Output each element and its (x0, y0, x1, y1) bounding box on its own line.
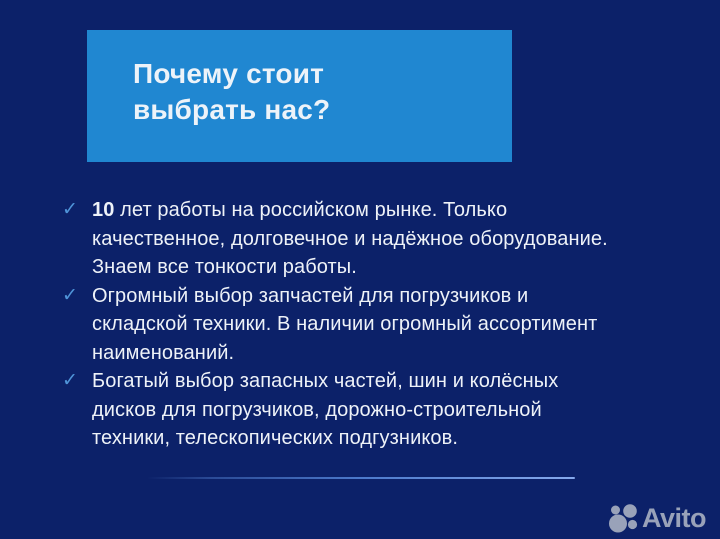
list-item (62, 367, 670, 453)
bullet-line: 10 лет работы на российском рынке. Только (92, 199, 508, 221)
bullet-line: наименований. (92, 341, 235, 364)
slide-title (133, 56, 330, 128)
avito-dot-small-top-left (611, 506, 620, 515)
bullet-line: Огромный выбор запчастей для погрузчиков и (92, 284, 529, 307)
slide-title-line: выбрать нас? (133, 94, 331, 125)
bullet-text (92, 282, 670, 368)
bullet-line: Знаем все тонкости работы. (92, 256, 357, 278)
bullet-line: складской техники. В наличии огромный ассортимент (92, 313, 598, 335)
avito-dot-large-bottom-left (609, 515, 627, 533)
bullet-text (92, 196, 670, 282)
checkmark-icon: ✓ (62, 199, 78, 220)
list-item (62, 196, 670, 282)
list-item (62, 282, 670, 368)
checkmark-icon: ✓ (62, 370, 78, 391)
avito-logo-icon (609, 503, 638, 533)
bullet-line: дисков для погрузчиков, дорожно-строительной (92, 398, 542, 421)
avito-wordmark: Avito (642, 503, 706, 533)
avito-dot-small-bottom-right (628, 520, 637, 529)
avito-watermark (609, 503, 706, 533)
checkmark-icon: ✓ (62, 284, 78, 306)
bullet-line: качественное, долговечное и надёжное оборудование. (92, 227, 608, 250)
bullet-text (92, 367, 670, 453)
title-box (87, 30, 512, 162)
slide-title-line: Почему стоит (133, 58, 325, 89)
bullet-line: Богатый выбор запасных частей, шин и колёсных (92, 370, 559, 392)
bullet-line: техники, телескопических подгузников. (92, 427, 459, 449)
divider-line (147, 477, 575, 479)
avito-dot-medium-top-right (623, 504, 637, 518)
bullet-list (62, 196, 670, 453)
